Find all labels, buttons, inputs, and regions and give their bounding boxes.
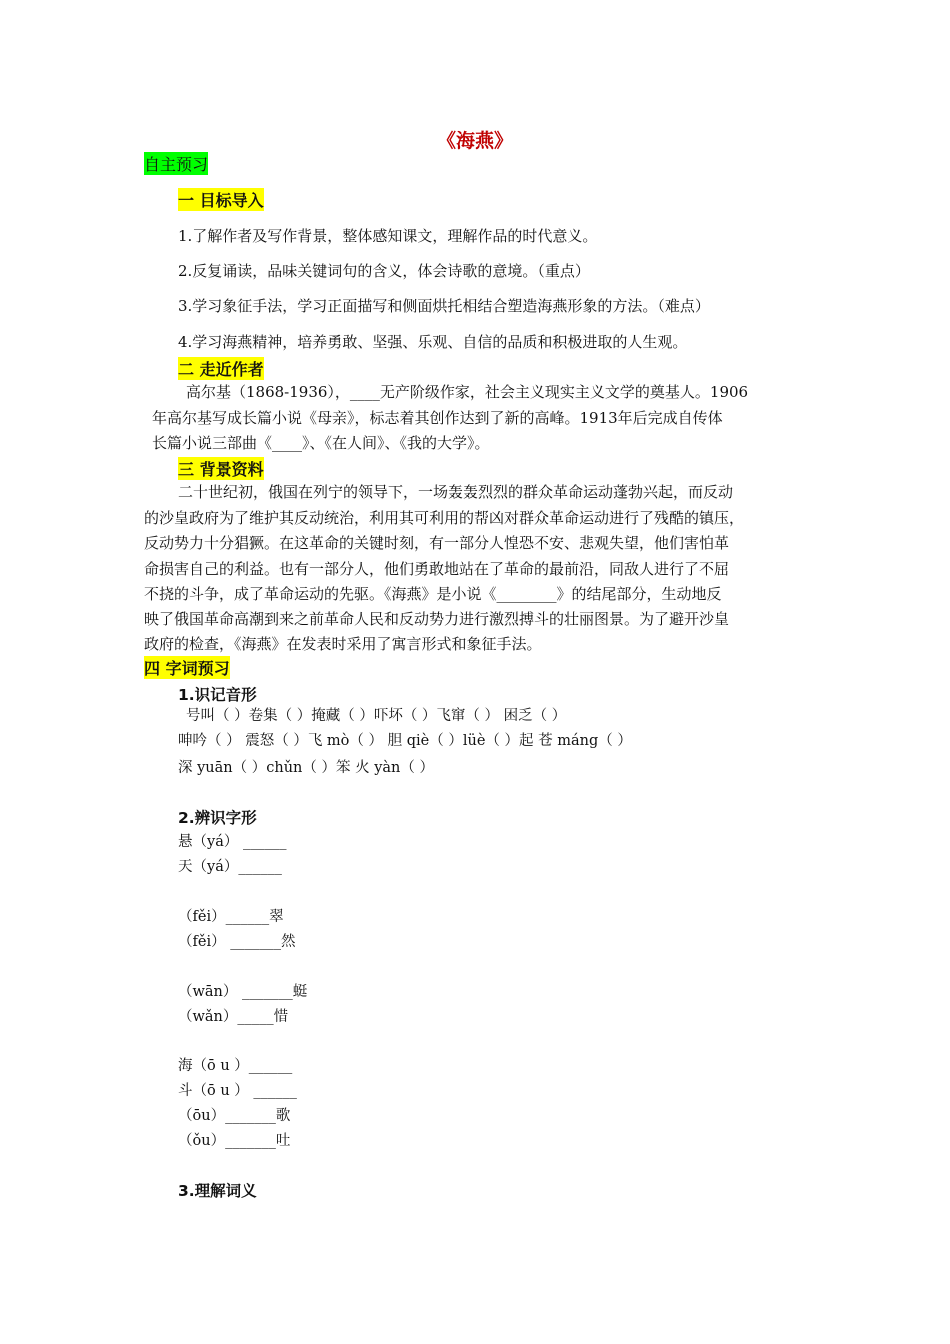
character-item: 斗（ō u ） ______ — [178, 1083, 297, 1099]
author-text-line: 年高尔基写成长篇小说《母亲》，标志着其创作达到了新的高峰。1913年后完成自传体 — [152, 409, 723, 427]
vocab-subheading-meaning: 3.理解词义 — [178, 1182, 257, 1200]
character-item: （fěi） _______然 — [178, 934, 296, 950]
goal-item: 2.反复诵读，品味关键词句的含义，体会诗歌的意境。（重点） — [178, 262, 590, 280]
character-item: 天（yá）______ — [178, 859, 282, 875]
character-item: （wān） _______蜓 — [178, 984, 308, 1000]
vocab-subheading-pronunciation: 1.识记音形 — [178, 686, 257, 704]
goal-item: 1.了解作者及写作背景，整体感知课文，理解作品的时代意义。 — [178, 227, 598, 245]
character-item: （ōu）_______歌 — [178, 1108, 291, 1124]
goal-item: 4.学习海燕精神，培养勇敢、坚强、乐观、自信的品质和积极进取的人生观。 — [178, 333, 688, 351]
preview-label: 自主预习 — [144, 152, 208, 175]
section-heading-goals: 一 目标导入 — [178, 188, 264, 211]
character-item: 悬（yá） ______ — [178, 834, 287, 850]
background-text-line: 二十世纪初，俄国在列宁的领导下，一场轰轰烈烈的群众革命运动蓬勃兴起，而反动 — [178, 483, 734, 501]
pronunciation-row: 号叫（ ）卷集（ ）掩藏（ ）吓坏（ ）飞窜（ ） 困乏（ ） — [186, 708, 567, 724]
section-heading-background: 三 背景资料 — [178, 457, 264, 480]
pronunciation-row: 呻吟（ ） 震怒（ ）飞 mò（ ） 胆 qiè（ ）lüè（ ）起 苍 máng（ ） — [178, 733, 632, 749]
vocab-subheading-characters: 2.辨识字形 — [178, 809, 257, 827]
page-title: 《海燕》 — [436, 130, 513, 152]
character-item: （ǒu）_______吐 — [178, 1133, 291, 1149]
section-heading-author: 二 走近作者 — [178, 357, 264, 380]
character-item: 海（ō u ）______ — [178, 1058, 293, 1074]
section-heading-vocab: 四 字词预习 — [144, 656, 230, 679]
background-text-line: 的沙皇政府为了维护其反动统治，利用其可利用的帮凶对群众革命运动进行了残酷的镇压， — [144, 509, 745, 527]
background-text-line: 命损害自己的利益。也有一部分人，他们勇敢地站在了革命的最前沿，同敌人进行了不屈 — [144, 560, 730, 578]
author-text-line: 高尔基（1868-1936），____无产阶级作家，社会主义现实主义文学的奠基人。1906 — [186, 383, 749, 401]
background-text-line: 政府的检查，《海燕》在发表时采用了寓言形式和象征手法。 — [144, 635, 542, 653]
background-text-line: 反动势力十分猖獗。在这革命的关键时刻，有一部分人惶恐不安、悲观失望，他们害怕革 — [144, 534, 730, 552]
background-text-line: 映了俄国革命高潮到来之前革命人民和反动势力进行激烈搏斗的壮丽图景。为了避开沙皇 — [144, 610, 730, 628]
author-text-line: 长篇小说三部曲《____》、《在人间》、《我的大学》。 — [152, 434, 490, 452]
goal-item: 3.学习象征手法，学习正面描写和侧面烘托相结合塑造海燕形象的方法。（难点） — [178, 297, 710, 315]
character-item: （fěi）______翠 — [178, 909, 284, 925]
pronunciation-row: 深 yuān（ ）chǔn（ ）笨 火 yàn（ ） — [178, 760, 434, 776]
background-text-line: 不挠的斗争，成了革命运动的先驱。《海燕》是小说《________》的结尾部分，生动地反 — [144, 585, 722, 603]
character-item: （wǎn）_____惜 — [178, 1009, 289, 1025]
